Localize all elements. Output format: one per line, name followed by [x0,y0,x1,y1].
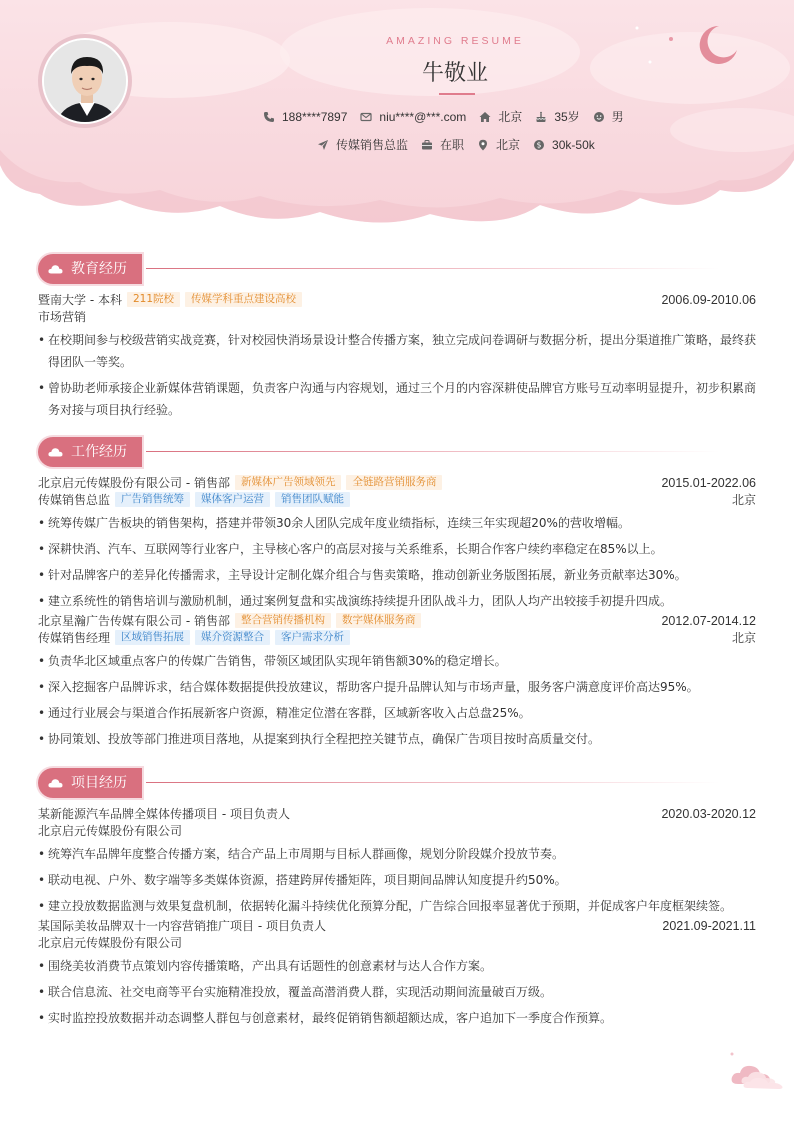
position-tag: 媒介资源整合 [195,630,270,645]
education-entry [38,291,756,421]
job-date: 2015.01-2022.06 [661,475,756,490]
bullet-item: • 联合信息流、社交电商等平台实施精准投放，覆盖高潜消费人群，实现活动期间流量破百万级。 [38,981,756,1003]
email-icon [360,111,372,123]
project-org: 北京启元传媒股份有限公司 [38,936,183,950]
phone-item [263,110,347,124]
project-org-row [38,822,756,839]
cloud-icon [48,264,63,274]
bullet-item: • 实时监控投放数据并动态调整人群包与创意素材，最终促销销售额超额达成，客户追加下一季度合作预算。 [38,1007,756,1029]
location-pin-icon [477,139,489,151]
project-date: 2020.03-2020.12 [661,806,756,821]
bullet-item: • 曾协助老师承接企业新媒体营销课题，负责客户沟通与内容规划，通过三个月的内容深耕使品牌官方账号互动率明显提升，初步积累商务对接与项目执行经验。 [38,377,756,421]
job-entry [38,474,756,612]
company-tag: 数字媒体服务商 [336,613,422,628]
company-tag: 新媒体广告领域领先 [235,475,342,490]
position-tag: 区域销售拓展 [115,630,190,645]
job-entry [38,612,756,750]
projects-title [38,768,142,798]
education-header [38,254,756,284]
job-bullets [38,512,756,612]
gender-item [593,108,624,125]
cloud-icon [48,778,63,788]
work-title-text: 工作经历 [71,444,127,460]
school-name: 暨南大学 - 本科 [38,293,122,307]
bullet-item: • 负责华北区域重点客户的传媒广告销售，带领区域团队实现年销售额30%的稳定增长。 [38,650,756,672]
bullet-item: • 在校期间参与校级营销实战竞赛，针对校园快消场景设计整合传播方案，独立完成问卷调研与数据分析，提出分渠道推广策略，最终获得团队一等奖。 [38,329,756,373]
bullet-item: • 协同策划、投放等部门推进项目落地，从提案到执行全程把控关键节点，确保广告项目按时高质量交付。 [38,728,756,750]
position-name: 传媒销售经理 [38,631,111,645]
avatar [38,34,132,128]
job-position-row [38,491,756,508]
moon-icon [697,24,739,66]
job-date: 2012.07-2014.12 [661,613,756,628]
bullet-item: • 统筹汽车品牌年度整合传播方案，结合产品上市周期与目标人群画像，规划分阶段媒介投放节奏。 [38,843,756,865]
status-text: 在职 [440,138,465,152]
bullet-item: • 联动电视、户外、数字端等多类媒体资源，搭建跨屏传播矩阵，项目期间品牌认知度提升约50%。 [38,869,756,891]
svg-text:$: $ [536,140,542,150]
home-icon [479,111,491,123]
project-org-row [38,934,756,951]
education-row-2 [38,308,756,325]
age-text: 35岁 [554,110,580,124]
salary-text: 30k-50k [552,137,595,152]
bullet-item: • 深耕快消、汽车、互联网等行业客户，主导核心客户的高层对接与关系维系，长期合作客户续约率稳定在85%以上。 [38,538,756,560]
position-tag: 媒体客户运营 [195,492,270,507]
work-section [38,437,756,750]
project-entry [38,805,756,917]
education-row-1 [38,291,756,308]
project-name: 某新能源汽车品牌全媒体传播项目 - 项目负责人 [38,807,290,821]
company-tag: 整合营销传播机构 [235,613,331,628]
target-position-item [317,136,408,153]
company-tag: 全链路营销服务商 [346,475,442,490]
project-bullets [38,843,756,917]
projects-section [38,768,756,1029]
project-name-row [38,805,756,822]
projects-header [38,768,756,798]
project-date: 2021.09-2021.11 [662,918,756,933]
name-underline [439,93,475,95]
target-position-text: 传媒销售总监 [336,138,409,152]
salary-item [533,138,595,152]
company-name: 北京星瀚广告传媒有限公司 - 销售部 [38,614,230,628]
school-tag: 传媒学科重点建设高校 [185,292,302,307]
resume-tagline: AMAZING RESUME [386,35,524,47]
age-item [535,108,579,125]
bullet-item: • 统筹传媒广告板块的销售架构，搭建并带领30余人团队完成年度业绩指标，连续三年实现超20%的营收增幅。 [38,512,756,534]
section-divider [146,782,720,783]
status-item [421,136,464,153]
project-org: 北京启元传媒股份有限公司 [38,824,183,838]
education-title-text: 教育经历 [71,261,127,277]
projects-title-text: 项目经历 [71,775,127,791]
major: 市场营销 [38,310,87,324]
avatar-photo [44,40,128,124]
education-title [38,254,142,284]
project-name-row [38,917,756,934]
position-tag: 广告销售统筹 [115,492,190,507]
gender-text: 男 [611,110,624,124]
resume-header [0,0,794,232]
education-date: 2006.09-2010.06 [661,292,756,307]
cake-icon [535,111,547,123]
job-intent-row [317,136,595,153]
salary-icon [533,139,545,151]
position-tag: 销售团队赋能 [275,492,350,507]
target-city-item [477,136,520,153]
project-name: 某国际美妆品牌双十一内容营销推广项目 - 项目负责人 [38,919,326,933]
project-bullets [38,955,756,1029]
decor-cloud-icon [728,1050,786,1090]
school-tag: 211院校 [127,292,180,307]
position-name: 传媒销售总监 [38,493,111,507]
project-entry [38,917,756,1029]
position-tag: 客户需求分析 [275,630,350,645]
work-title [38,437,142,467]
candidate-name: 牛敬业 [421,61,488,86]
section-divider [146,268,720,269]
work-header [38,437,756,467]
job-bullets [38,650,756,750]
bullet-item: • 围绕美妆消费节点策划内容传播策略，产出具有话题性的创意素材与达人合作方案。 [38,955,756,977]
company-name: 北京启元传媒股份有限公司 - 销售部 [38,476,230,490]
bullet-item: • 建立投放数据监测与效果复盘机制，依据转化漏斗持续优化预算分配，广告综合回报率显著优于预期，并促成客户年度框架续签。 [38,895,756,917]
job-company-row [38,612,756,629]
education-section [38,254,756,421]
job-city: 北京 [731,631,756,645]
email-item [360,110,466,124]
cloud-icon [48,447,63,457]
email-text: niu****@***.com [379,109,467,124]
bullet-item: • 通过行业展会与渠道合作拓展新客户资源，精准定位潜在客群，区域新客收入占总盘25%。 [38,702,756,724]
target-city-text: 北京 [496,138,521,152]
phone-icon [263,111,275,123]
phone-text: 188****7897 [282,109,348,124]
gender-icon [593,111,605,123]
contact-row [263,108,624,125]
home-item [479,108,522,125]
section-divider [146,451,720,452]
education-bullets [38,329,756,421]
job-city: 北京 [731,493,756,507]
bullet-item: • 深入挖掘客户品牌诉求，结合媒体数据提供投放建议，帮助客户提升品牌认知与市场声量，服务客户满意度评价高达95%。 [38,676,756,698]
briefcase-icon [421,139,433,151]
home-text: 北京 [498,110,523,124]
bullet-item: • 建立系统性的销售培训与激励机制，通过案例复盘和实战演练持续提升团队战斗力，团队人均产出较接手初提升四成。 [38,590,756,612]
send-icon [317,139,329,151]
job-company-row [38,474,756,491]
bullet-item: • 针对品牌客户的差异化传播需求，主导设计定制化媒介组合与售卖策略，推动创新业务版图拓展，新业务贡献率达30%。 [38,564,756,586]
job-position-row [38,629,756,646]
